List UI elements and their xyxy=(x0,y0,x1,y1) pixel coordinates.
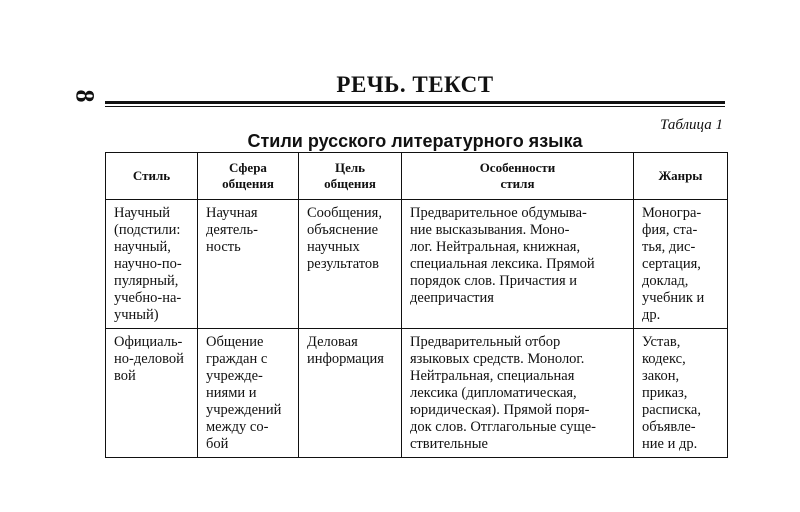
cell-line: Нейтральная, специальная xyxy=(410,368,575,384)
cell-line: ствительные xyxy=(410,436,488,452)
cell-line: объявле- xyxy=(642,419,696,435)
cell-line: учный) xyxy=(114,307,159,323)
cell-line: расписка, xyxy=(642,402,701,418)
cell-line: кодекс, xyxy=(642,351,686,367)
header-rule-thick xyxy=(105,101,725,104)
cell-line: ние и др. xyxy=(642,436,698,452)
cell-line: учреждений xyxy=(206,402,282,418)
cell-sphere xyxy=(198,329,299,458)
cell-style xyxy=(106,200,198,329)
cell-line: Жанры xyxy=(658,168,703,183)
cell-line: Особенности xyxy=(479,160,556,175)
cell-line: Предварительное обдумыва- xyxy=(410,205,587,221)
table-row xyxy=(106,329,728,458)
table-row xyxy=(106,200,728,329)
cell-line: Предварительный отбор xyxy=(410,334,561,350)
cell-line: приказ, xyxy=(642,385,688,401)
cell-line: Общение xyxy=(206,334,264,350)
cell-line: Деловая xyxy=(307,334,358,350)
cell-line: док слов. Отглагольные суще- xyxy=(410,419,596,435)
header-rule-thin xyxy=(105,106,725,107)
cell-line: Устав, xyxy=(642,334,681,350)
cell-line: ниями и xyxy=(206,385,257,401)
header-genres xyxy=(634,153,728,200)
cell-line: ность xyxy=(206,239,241,255)
running-head: РЕЧЬ. ТЕКСТ xyxy=(336,72,494,97)
cell-line: вой xyxy=(114,368,136,384)
table-header-row xyxy=(106,153,728,200)
cell-line: научно-по- xyxy=(114,256,182,272)
cell-line: ние высказывания. Моно- xyxy=(410,222,570,238)
cell-line: специальная лексика. Прямой xyxy=(410,256,595,272)
cell-line: информация xyxy=(307,351,384,367)
cell-line: лог. Нейтральная, книжная, xyxy=(410,239,581,255)
cell-line: результатов xyxy=(307,256,380,272)
cell-line: Цель xyxy=(334,160,366,175)
cell-line: сертация, xyxy=(642,256,701,272)
cell-line: (подстили: xyxy=(114,222,181,238)
cell-line: лексика (дипломатическая, xyxy=(410,385,577,401)
cell-line: стиля xyxy=(500,176,535,191)
cell-line: порядок слов. Причастия и xyxy=(410,273,578,289)
cell-line: общения xyxy=(222,176,274,191)
cell-purpose xyxy=(299,200,402,329)
cell-line: Научная xyxy=(206,205,258,221)
cell-line: юридическая). Прямой поря- xyxy=(410,402,590,418)
cell-line: Моногра- xyxy=(642,205,702,221)
cell-line: деепричастия xyxy=(410,290,494,306)
cell-line: учебник и xyxy=(642,290,705,306)
cell-line: общения xyxy=(324,176,376,191)
cell-line: Сообщения, xyxy=(307,205,382,221)
cell-features xyxy=(402,200,634,329)
cell-sphere xyxy=(198,200,299,329)
page-number: 8 xyxy=(70,89,100,103)
header-sphere xyxy=(198,153,299,200)
header-purpose xyxy=(299,153,402,200)
cell-line: др. xyxy=(642,307,661,323)
cell-line: научных xyxy=(307,239,360,255)
cell-line: доклад, xyxy=(642,273,689,289)
cell-genres xyxy=(634,200,728,329)
table-title: Стили русского литературного языка xyxy=(247,131,583,151)
cell-line: фия, ста- xyxy=(642,222,698,238)
header-style xyxy=(106,153,198,200)
cell-line: Стиль xyxy=(132,168,171,183)
styles-table xyxy=(105,152,728,458)
cell-line: пулярный, xyxy=(114,273,179,289)
cell-line: учрежде- xyxy=(206,368,263,384)
cell-features xyxy=(402,329,634,458)
cell-line: Сфера xyxy=(229,160,267,175)
cell-line: граждан с xyxy=(206,351,268,367)
cell-genres xyxy=(634,329,728,458)
cell-purpose xyxy=(299,329,402,458)
cell-line: Научный xyxy=(114,205,170,221)
cell-line: научный, xyxy=(114,239,171,255)
header-features xyxy=(402,153,634,200)
cell-line: объяснение xyxy=(307,222,379,238)
table-label: Таблица 1 xyxy=(660,117,723,133)
cell-style xyxy=(106,329,198,458)
cell-line: Официаль- xyxy=(114,334,183,350)
cell-line: закон, xyxy=(642,368,680,384)
cell-line: учебно-на- xyxy=(114,290,182,306)
cell-line: бой xyxy=(206,436,229,452)
cell-line: тья, дис- xyxy=(642,239,696,255)
cell-line: деятель- xyxy=(206,222,258,238)
cell-line: языковых средств. Монолог. xyxy=(410,351,585,367)
cell-line: между со- xyxy=(206,419,269,435)
cell-line: но-деловой xyxy=(114,351,184,367)
